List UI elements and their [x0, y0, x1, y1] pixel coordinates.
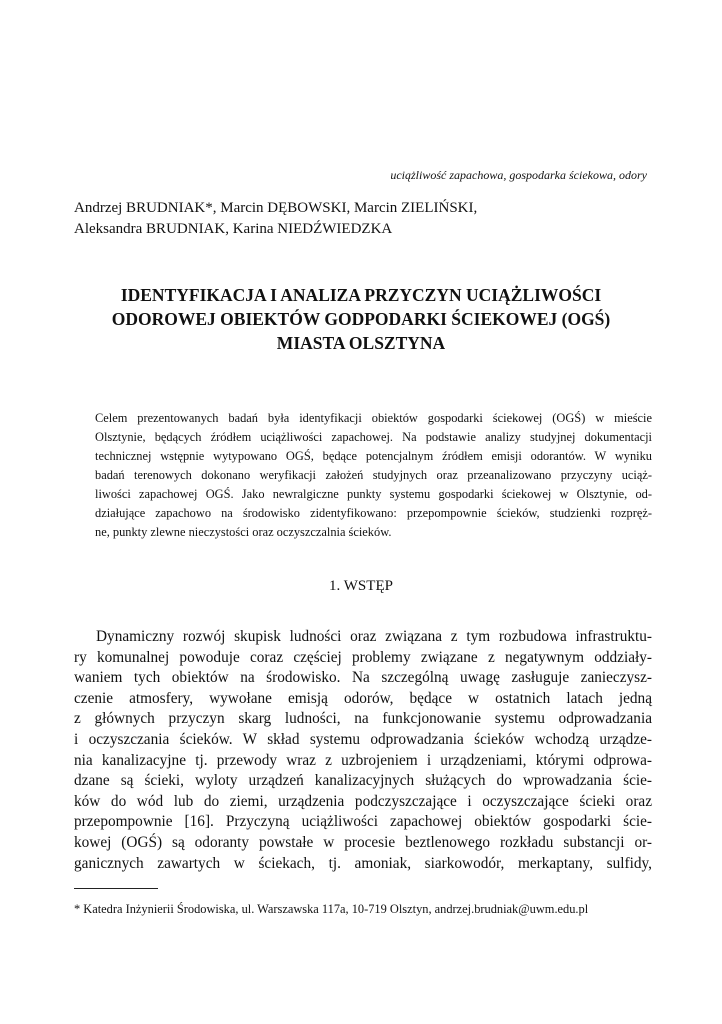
abstract-line: technicznej wstępnie wytypowano OGŚ, będące potencjalnym źródłem emisji odorantów. W wyniku	[95, 449, 652, 463]
body-line: ganicznych zawartych w ściekach, tj. amoniak, siarkowodór, merkaptany, sulfidy,	[74, 854, 652, 872]
section-heading: 1. WSTĘP	[329, 578, 393, 594]
abstract-line: Olsztynie, będących źródłem uciążliwości zapachowej. Na podstawie analizy studyjnej dokumentacji	[95, 430, 652, 444]
abstract-line: badań terenowych dokonano weryfikacji założeń studyjnych oraz przeanalizowano przyczyny uciąż-	[95, 468, 652, 482]
body-line: ków do wód lub do ziemi, urządzenia podczyszczające i oczyszczające ścieki oraz	[74, 792, 652, 810]
footnote: * Katedra Inżynierii Środowiska, ul. Warszawska 117a, 10-719 Olsztyn, andrzej.brudniak@uwm.edu.pl	[74, 902, 589, 916]
title-line: MIASTA OLSZTYNA	[276, 333, 446, 353]
body-line: i oczyszczania ścieków. W skład systemu odprowadzania ścieków wchodzą urządze-	[74, 730, 652, 748]
body-text	[74, 627, 652, 874]
body-line: Dynamiczny rozwój skupisk ludności oraz związana z tym rozbudowa infrastruktu-	[96, 628, 652, 645]
footnote-divider	[74, 888, 158, 889]
body-line: nia kanalizacyjne tj. przewody wraz z uzbrojeniem i urządzeniami, którymi odprowa-	[74, 751, 652, 769]
keywords: uciążliwość zapachowa, gospodarka ściekowa, odory	[390, 168, 647, 182]
body-line: dzane są ścieki, wyloty urządzeń kanalizacyjnych służących do wprowadzania ście-	[74, 772, 652, 790]
author-list	[74, 198, 654, 240]
title-line: IDENTYFIKACJA I ANALIZA PRZYCZYN UCIĄŻLIWOŚCI	[120, 285, 602, 305]
body-line: ry komunalnej powoduje coraz częściej problemy związane z negatywnym oddziały-	[74, 648, 652, 666]
body-line: kowej (OGŚ) są odoranty powstałe w procesie beztlenowego rozkładu substancji or-	[74, 833, 652, 851]
abstract	[95, 409, 652, 542]
abstract-line: działujące zapachowo na środowisko zidentyfikowano: przepompownie ścieków, studzienki rozpręż-	[95, 506, 652, 520]
abstract-line: liwości zapachowej OGŚ. Jako newralgiczne punkty systemu gospodarki ściekowej w Olsztynie, od-	[95, 487, 652, 501]
paper-title	[70, 283, 652, 355]
body-line: waniem tych obiektów na środowisko. Na szczególną uwagę zasługuje zanieczysz-	[74, 669, 652, 687]
abstract-line: ne, punkty zlewne nieczystości oraz oczyszczalnia ścieków.	[95, 525, 392, 539]
abstract-line: Celem prezentowanych badań była identyfikacji obiektów gospodarki ściekowej (OGŚ) w mieście	[95, 411, 652, 425]
body-line: czenie atmosfery, wywołane emisją odorów, będące w ostatnich latach jedną	[74, 689, 652, 707]
body-line: z głównych przyczyn skarg ludności, na funkcjonowanie systemu odprowadzania	[74, 710, 652, 728]
title-line: ODOROWEJ OBIEKTÓW GODPODARKI ŚCIEKOWEJ (OGŚ)	[111, 309, 611, 329]
body-line: przepompownie [16]. Przyczyną uciążliwości zapachowej obiektów gospodarki ście-	[74, 813, 652, 831]
author-line: Andrzej BRUDNIAK*, Marcin DĘBOWSKI, Marcin ZIELIŃSKI,	[74, 200, 478, 216]
author-line: Aleksandra BRUDNIAK, Karina NIEDŹWIEDZKA	[74, 221, 393, 237]
